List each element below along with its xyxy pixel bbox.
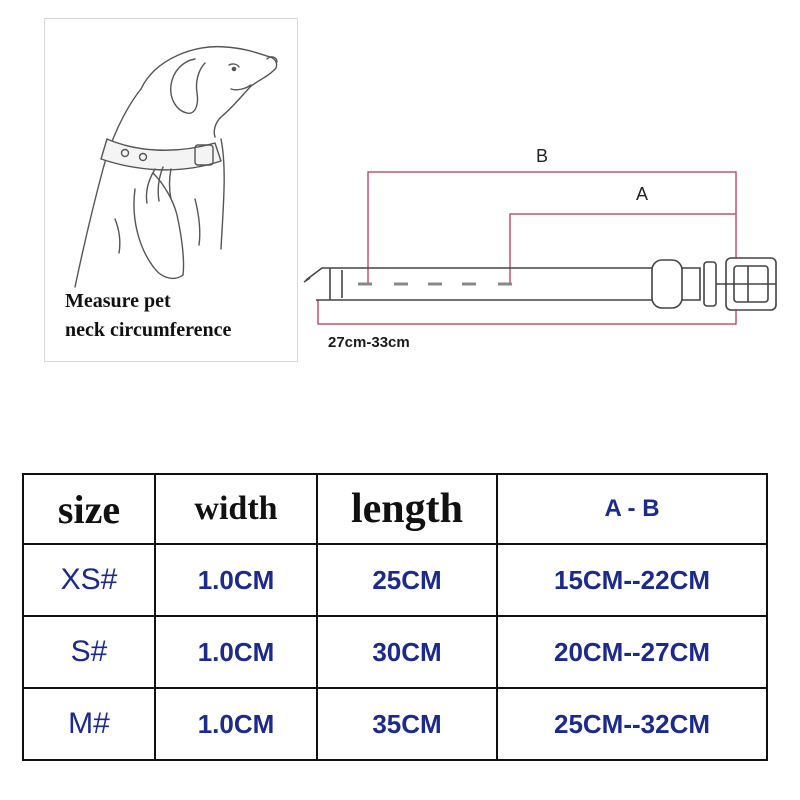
range-label: 27cm-33cm bbox=[328, 334, 410, 351]
cell-width-text: 1.0CM bbox=[197, 708, 275, 739]
cell-length-text: 25CM bbox=[372, 564, 442, 595]
cell-size bbox=[23, 544, 155, 616]
measure-caption-line2: neck circumference bbox=[65, 319, 232, 341]
header-width-label: width bbox=[194, 490, 278, 527]
measure-caption-line1: Measure pet bbox=[65, 290, 171, 312]
cell-size bbox=[23, 616, 155, 688]
table-row bbox=[23, 616, 767, 688]
header-size bbox=[23, 474, 155, 544]
header-length-label: length bbox=[350, 486, 463, 532]
cell-width bbox=[155, 544, 317, 616]
header-size-label: size bbox=[57, 486, 121, 532]
cell-ab-text: 20CM--27CM bbox=[553, 636, 711, 667]
cell-size-text: S# bbox=[70, 635, 108, 668]
table-header-row bbox=[23, 474, 767, 544]
header-ab-label: A - B bbox=[604, 495, 660, 522]
cell-size-text: M# bbox=[68, 707, 110, 740]
table-row bbox=[23, 544, 767, 616]
cell-ab-text: 25CM--32CM bbox=[553, 708, 711, 739]
cell-width-text: 1.0CM bbox=[197, 564, 275, 595]
cell-ab-text: 15CM--22CM bbox=[553, 564, 711, 595]
cell-length bbox=[317, 616, 497, 688]
label-a: A bbox=[636, 184, 649, 204]
cell-length-text: 30CM bbox=[372, 636, 442, 667]
cell-width bbox=[155, 688, 317, 760]
header-length bbox=[317, 474, 497, 544]
cell-width bbox=[155, 616, 317, 688]
collar-buckle-icon bbox=[304, 258, 776, 310]
cell-length bbox=[317, 544, 497, 616]
cell-size-text: XS# bbox=[60, 563, 118, 596]
cell-size bbox=[23, 688, 155, 760]
cell-ab bbox=[497, 616, 767, 688]
cell-length bbox=[317, 688, 497, 760]
cell-width-text: 1.0CM bbox=[197, 636, 275, 667]
header-ab bbox=[497, 474, 767, 544]
cell-ab bbox=[497, 688, 767, 760]
measure-caption bbox=[65, 287, 295, 345]
dog-illustration-panel bbox=[44, 18, 298, 362]
label-b: B bbox=[536, 146, 549, 166]
measure-line-a bbox=[510, 214, 736, 283]
header-width bbox=[155, 474, 317, 544]
size-table bbox=[22, 473, 768, 761]
cell-ab bbox=[497, 544, 767, 616]
cell-length-text: 35CM bbox=[372, 708, 442, 739]
table-row bbox=[23, 688, 767, 760]
